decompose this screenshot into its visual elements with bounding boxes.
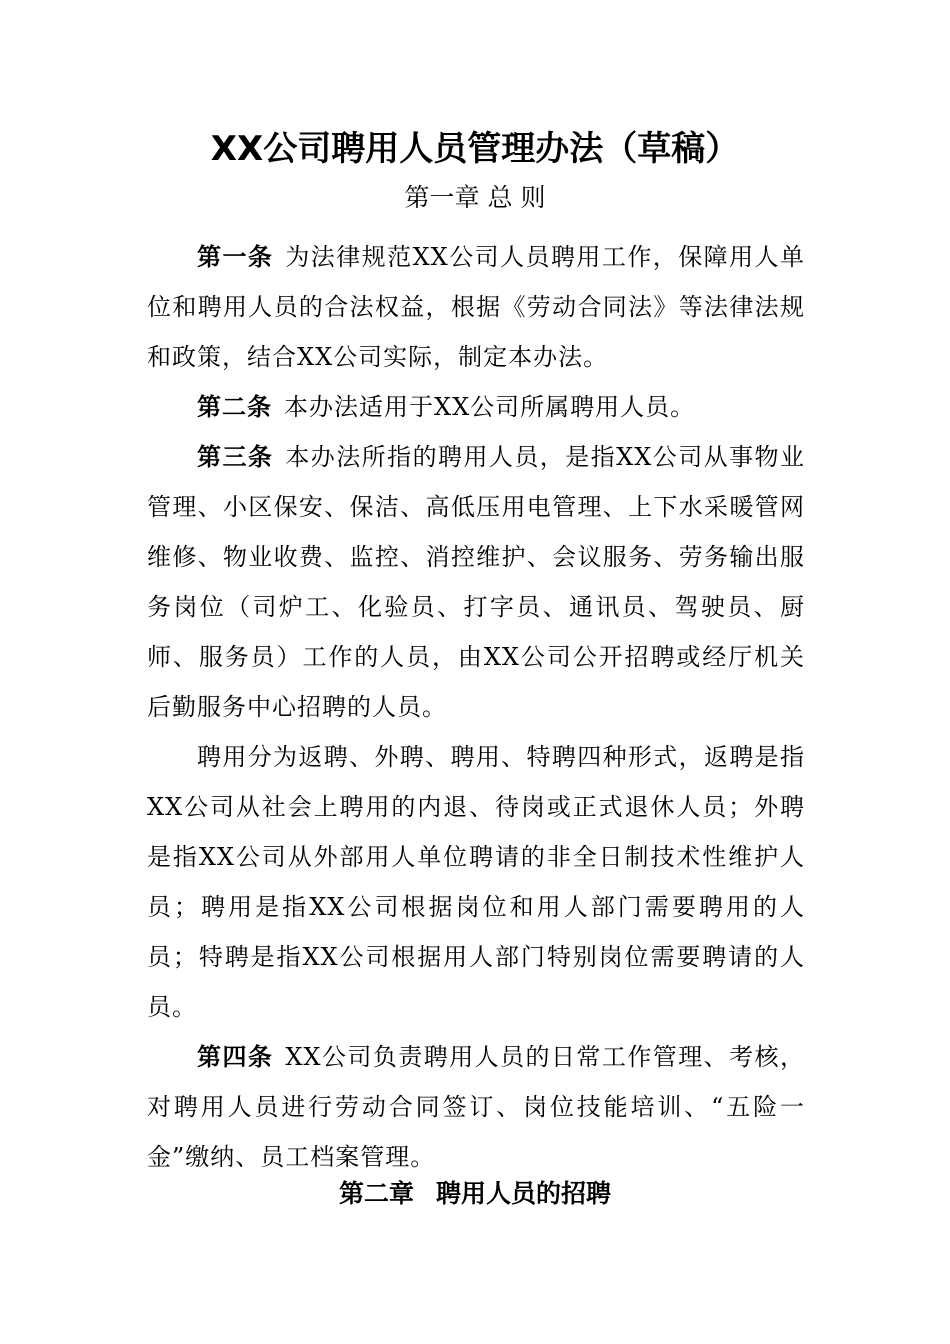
article-1 — [147, 232, 805, 382]
article-2 — [147, 382, 805, 432]
article-4 — [147, 1032, 805, 1182]
article-text: XX公司负责聘用人员的日常工作管理、考核，对聘用人员进行劳动合同签订、岗位技能培训、“五险一金”缴纳、员工档案管理。 — [147, 1043, 806, 1171]
article-text: 本办法所指的聘用人员，是指XX公司从事物业管理、小区保安、保洁、高低压用电管理、上下水采暖管网维修、物业收费、监控、消控维护、会议服务、劳务输出服务岗位（司炉工、化验员、打字员、通讯员、驾驶员、厨师、服务员）工作的人员，由XX公司公开招聘或经厅机关后勤服务中心招聘的人员。 — [147, 443, 806, 721]
article-label: 第二条 — [197, 393, 272, 421]
article-label: 第一条 — [197, 243, 274, 271]
article-text: 聘用分为返聘、外聘、聘用、特聘四种形式，返聘是指XX公司从社会上聘用的内退、待岗或正式退休人员；外聘是指XX公司从外部用人单位聘请的非全日制技术性维护人员；聘用是指XX公司根据岗位和用人部门需要聘用的人员；特聘是指XX公司根据用人部门特别岗位需要聘请的人员。 — [147, 743, 805, 1021]
article-3-continued — [147, 732, 805, 1032]
chapter-heading-1: 第一章 总 则 — [404, 183, 546, 212]
article-3 — [147, 432, 805, 732]
chapter-number: 第二章 — [338, 1179, 414, 1208]
article-text: 为法律规范XX公司人员聘用工作，保障用人单位和聘用人员的合法权益，根据《劳动合同法》等法律法规和政策，结合XX公司实际，制定本办法。 — [147, 243, 806, 371]
chapter-title: 聘用人员的招聘 — [436, 1179, 612, 1208]
article-text: 本办法适用于XX公司所属聘用人员。 — [284, 393, 696, 421]
article-label: 第四条 — [197, 1043, 274, 1071]
document-title: XX公司聘用人员管理办法（草稿） — [210, 129, 740, 169]
chapter-heading-2 — [0, 1176, 950, 1212]
article-label: 第三条 — [197, 443, 274, 471]
document-body — [147, 232, 805, 1182]
